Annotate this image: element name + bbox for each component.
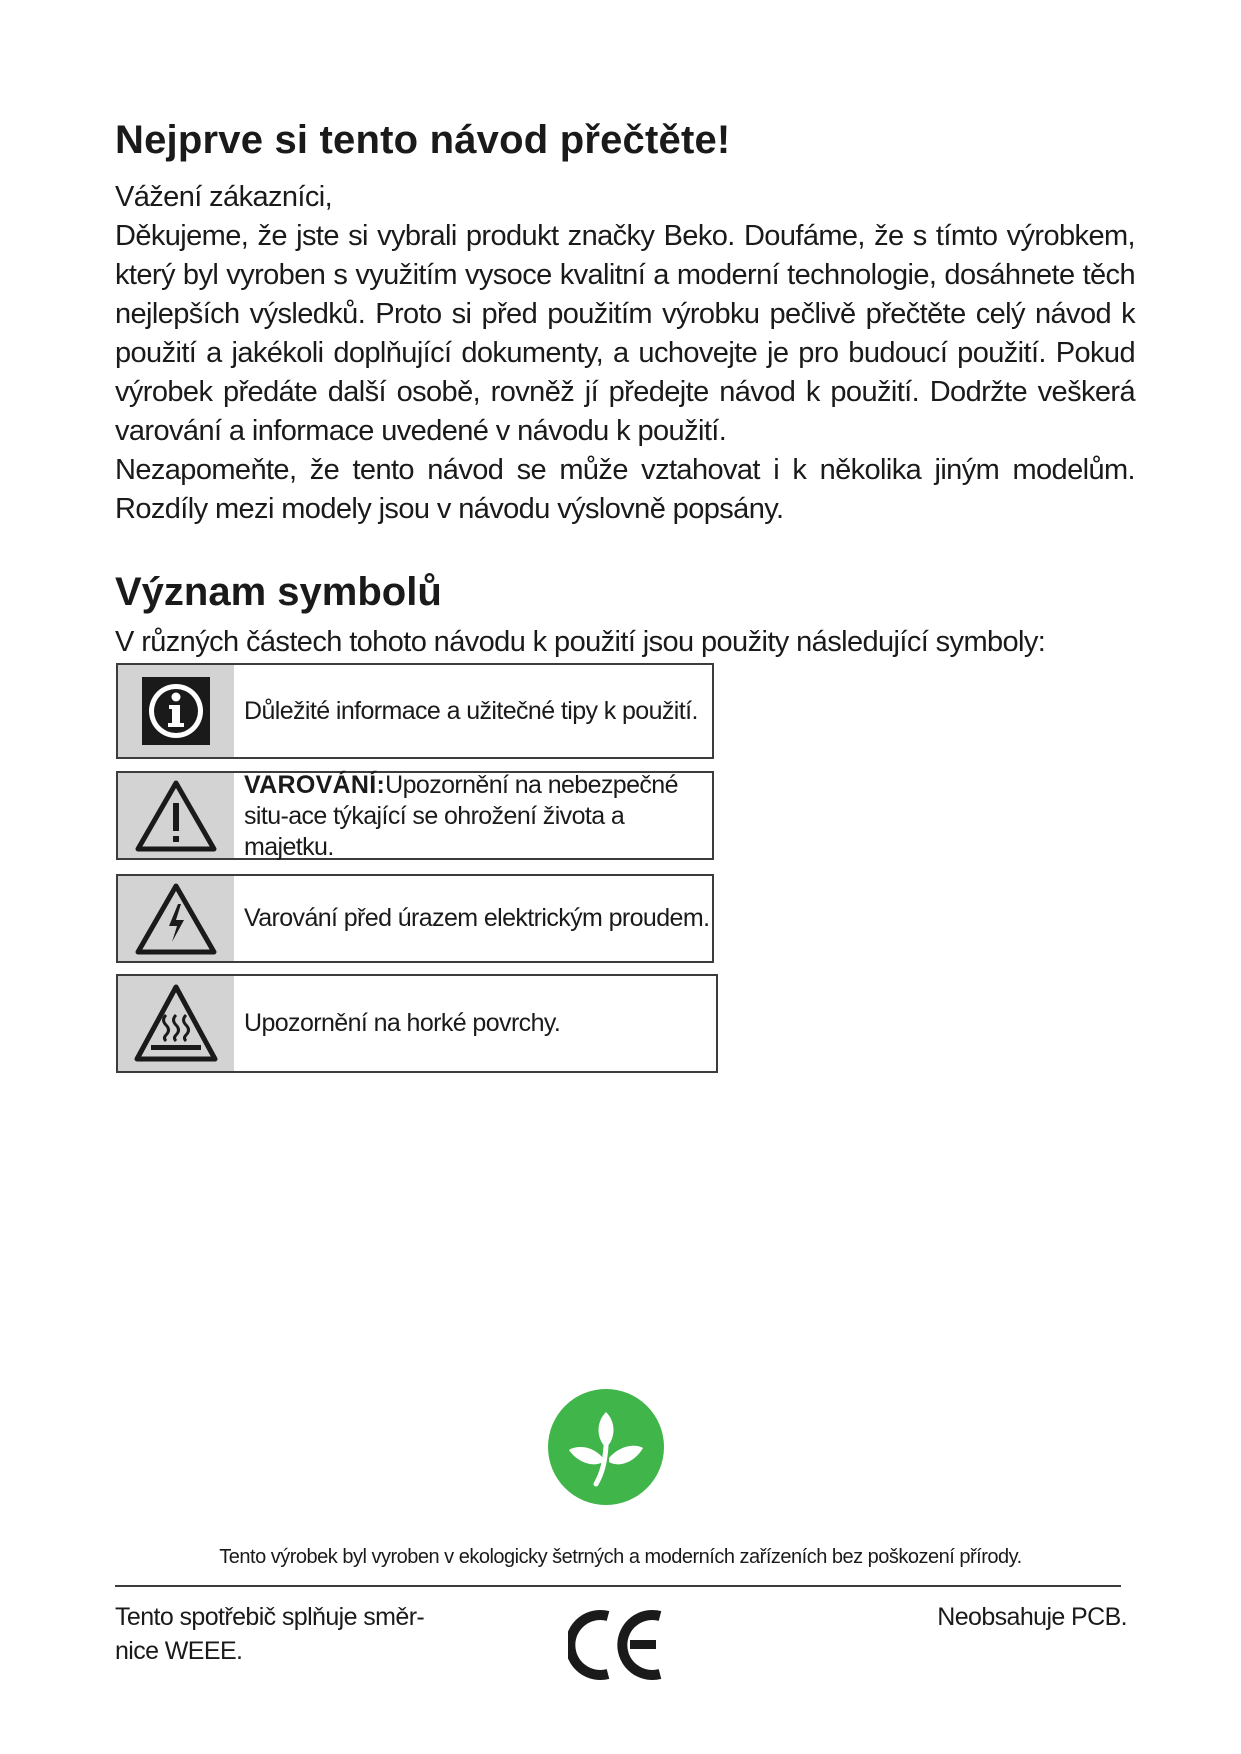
symbol-row-electric [116, 874, 714, 963]
symbol-text: Varování před úrazem elektrickým proudem. [244, 904, 710, 932]
eco-note: Tento výrobek byl vyroben v ekologicky šetrných a moderních zařízeních bez poškození přírody. [219, 1546, 1022, 1568]
info-icon [118, 665, 234, 757]
greeting: Vážení zákazníci, [115, 181, 333, 213]
warning-text: Upozornění na nebezpečné situ-ace týkající se ohrožení života a majetku. [244, 771, 678, 861]
page-title: Nejprve si tento návod přečtěte! [115, 118, 731, 162]
symbol-text: Upozornění na horké povrchy. [244, 1009, 561, 1037]
electric-shock-icon [118, 876, 234, 961]
eco-leaf-icon [547, 1388, 665, 1511]
warning-icon [118, 773, 234, 858]
weee-note: Tento spotřebič splňuje směr-nice WEEE. [115, 1603, 425, 1665]
intro-paragraph-2: Nezapomeňte, že tento návod se může vztahovat i k několika jiným modelům. Rozdíly mezi modely jsou v návodu výslovně popsány. [115, 454, 1135, 525]
symbol-row-info [116, 663, 714, 759]
pcb-note: Neobsahuje PCB. [937, 1603, 1127, 1631]
symbols-heading: Význam symbolů [115, 570, 442, 614]
symbol-text [234, 771, 712, 861]
intro-paragraph-1: Děkujeme, že jste si vybrali produkt značky Beko. Doufáme, že s tímto výrobkem, který byl vyroben s využitím vysoce kvalitní a moderní technologie, dosáhnete těch nejlepších výsledků. Proto si před použitím výrobku pečlivě přečtěte celý návod k použití a jakékoli doplňující dokumenty, a uchovejte je pro budoucí použití. Pokud výrobek předáte další osobě, rovněž jí předejte návod k použití. Dodržte veškerá varování a informace uvedené v návodu k použití. [115, 220, 1135, 447]
hot-surface-icon [118, 976, 234, 1071]
symbols-intro: V různých částech tohoto návodu k použití jsou použity následující symboly: [115, 626, 1046, 658]
warning-label: VAROVÁNÍ: [244, 771, 386, 799]
intro-text [115, 178, 1135, 529]
symbol-row-hot-surface [116, 974, 718, 1073]
symbol-text: Důležité informace a užitečné tipy k použití. [244, 696, 698, 725]
footer-divider [115, 1585, 1121, 1587]
ce-mark-icon [568, 1608, 668, 1687]
symbol-row-warning [116, 771, 714, 860]
